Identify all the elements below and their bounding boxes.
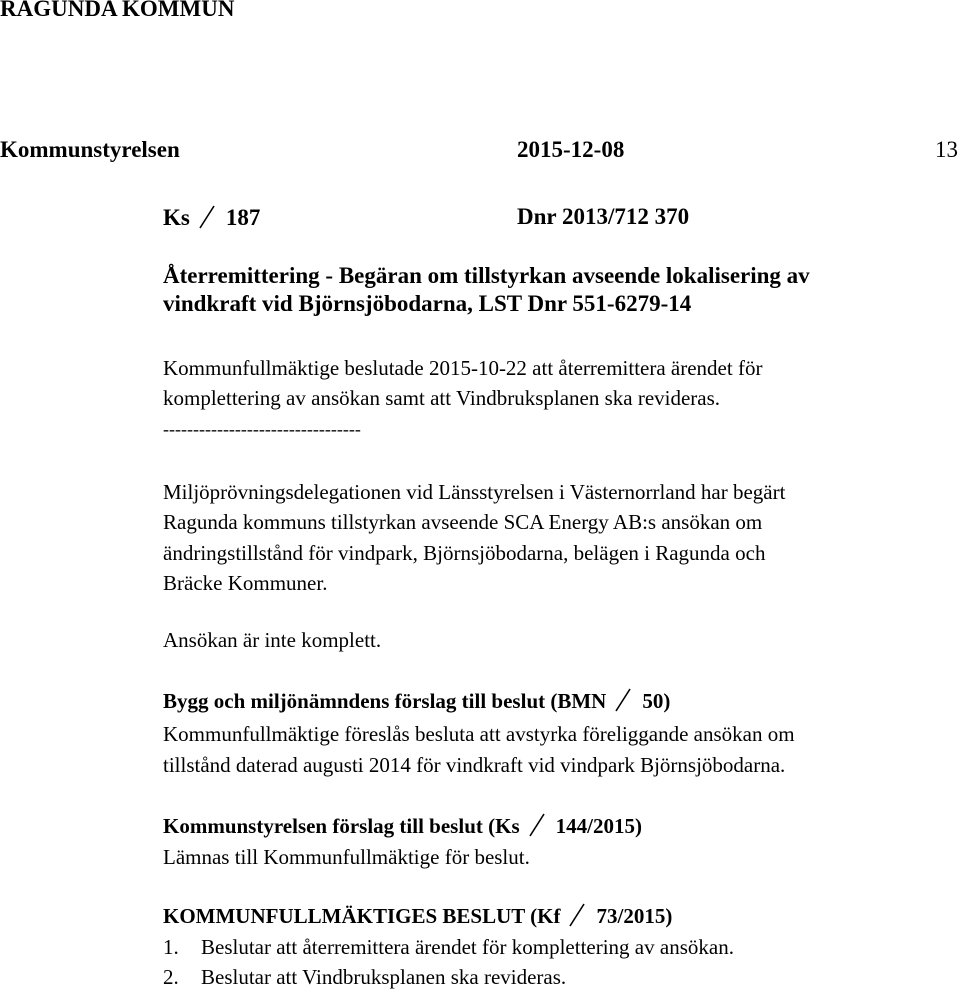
decision-list-item bbox=[163, 932, 734, 962]
decision-list-item bbox=[163, 962, 566, 992]
incomplete-note: Ansökan är inte komplett. bbox=[163, 628, 382, 652]
ks-proposal-line-1: Lämnas till Kommunfullmäktige för beslut. bbox=[163, 845, 530, 869]
case-ks-label: Ks bbox=[163, 205, 190, 230]
letterhead-org: RAGUNDA KOMMUN bbox=[0, 0, 235, 21]
intro-line-1: Kommunfullmäktige beslutade 2015-10-22 att återremittera ärendet för bbox=[163, 356, 763, 380]
section-sign-icon bbox=[612, 687, 634, 713]
kf-decision-heading bbox=[163, 902, 672, 929]
body-name: Kommunstyrelsen bbox=[0, 137, 180, 162]
section-sign-icon bbox=[196, 204, 218, 230]
decision-item-text: Beslutar att återremittera ärendet för komplettering av ansökan. bbox=[201, 935, 734, 959]
ks-proposal-heading bbox=[163, 812, 642, 839]
title-line-1: Återremittering - Begäran om tillstyrkan avseende lokalisering av bbox=[163, 263, 810, 288]
bmn-heading bbox=[163, 687, 670, 714]
kf-decision-heading-text: KOMMUNFULLMÄKTIGES BESLUT (Kf bbox=[163, 904, 561, 928]
separator-line: --------------------------------- bbox=[163, 419, 361, 439]
kf-decision-heading-number: 73/2015) bbox=[596, 904, 673, 928]
background-line-4: Bräcke Kommuner. bbox=[163, 571, 328, 595]
section-sign-icon bbox=[526, 812, 548, 838]
case-ks-number: 187 bbox=[225, 205, 261, 230]
decision-item-number: 1. bbox=[163, 935, 179, 959]
page-number: 13 bbox=[935, 137, 958, 162]
background-line-3: ändringstillstånd för vindpark, Björnsjöbodarna, belägen i Ragunda och bbox=[163, 541, 766, 565]
case-ks-ref bbox=[163, 204, 260, 231]
meeting-date: 2015-12-08 bbox=[517, 137, 625, 162]
bmn-heading-text: Bygg och miljönämndens förslag till beslut (BMN bbox=[163, 689, 607, 713]
intro-line-2: komplettering av ansökan samt att Vindbruksplanen ska revideras. bbox=[163, 386, 721, 410]
title-line-2: vindkraft vid Björnsjöbodarna, LST Dnr 551-6279-14 bbox=[163, 291, 692, 316]
ks-proposal-heading-text: Kommunstyrelsen förslag till beslut (Ks bbox=[163, 814, 520, 838]
bmn-heading-number: 50) bbox=[642, 689, 671, 713]
decision-item-text: Beslutar att Vindbruksplanen ska revideras. bbox=[201, 965, 567, 989]
background-line-2: Ragunda kommuns tillstyrkan avseende SCA Energy AB:s ansökan om bbox=[163, 510, 763, 534]
case-dnr: Dnr 2013/712 370 bbox=[517, 204, 690, 229]
background-line-1: Miljöprövningsdelegationen vid Länsstyrelsen i Västernorrland har begärt bbox=[163, 480, 786, 504]
ks-proposal-heading-number: 144/2015) bbox=[555, 814, 642, 838]
section-sign-icon bbox=[566, 902, 588, 928]
bmn-line-2: tillstånd daterad augusti 2014 för vindkraft vid vindpark Björnsjöbodarna. bbox=[163, 753, 786, 777]
decision-item-number: 2. bbox=[163, 965, 179, 989]
bmn-line-1: Kommunfullmäktige föreslås besluta att avstyrka föreliggande ansökan om bbox=[163, 722, 795, 746]
